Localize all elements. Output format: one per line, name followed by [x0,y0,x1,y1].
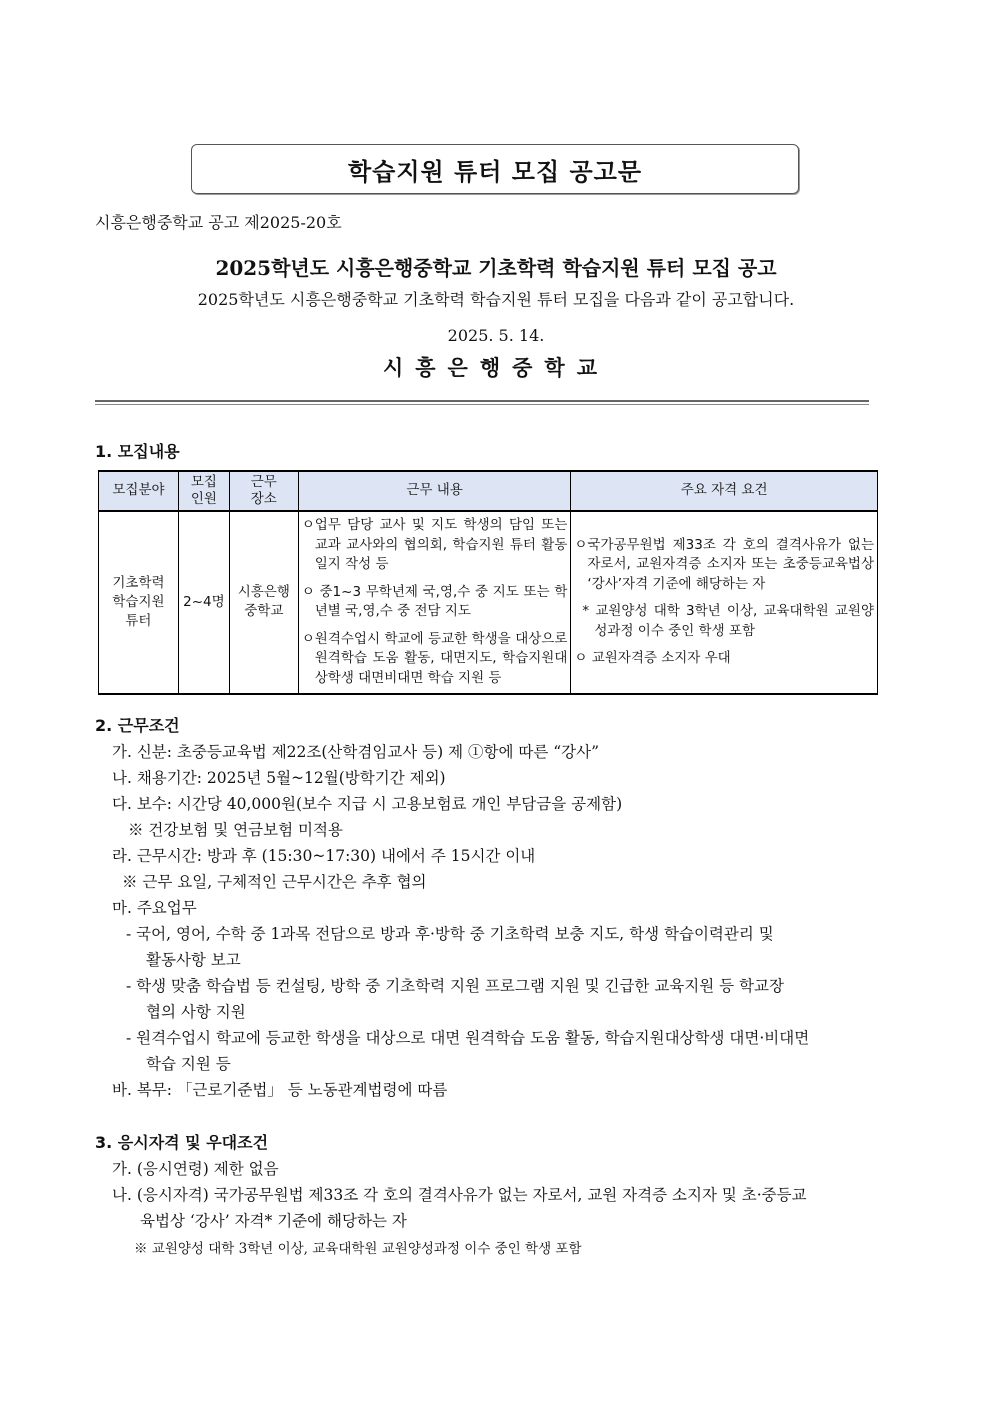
cell-field: 기초학력 학습지원 튜터 [99,511,179,694]
section1-heading: 1. 모집내용 [95,442,180,461]
main-heading: 2025학년도 시흥은행중학교 기초학력 학습지원 튜터 모집 공고 [215,256,777,280]
school-name: 시흥은행중학교 [382,355,609,380]
condition-period: 나. 채용기간: 2025년 5월~12월(방학기간 제외) [112,769,446,787]
duty-item-cont: 협의 사항 지원 [146,1003,246,1021]
divider-line-thin [95,404,869,405]
eligibility-qualification: 나. (응시자격) 국가공무원법 제33조 각 호의 결격사유가 없는 자로서, 교원 자격증 소지자 및 초·중등교 [112,1186,807,1204]
duty-item: - 원격수업시 학교에 등교한 학생을 대상으로 대면 원격학습 도움 활동, 학습지원대상학생 대면·비대면 [126,1029,810,1047]
condition-hours: 라. 근무시간: 방과 후 (15:30~17:30) 내에서 주 15시간 이내 [112,847,536,865]
section2-heading: 2. 근무조건 [95,716,180,735]
work-item: ㅇ업무 담당 교사 및 지도 학생의 담임 또는 교과 교사와의 협의회, 학습지원 튜터 활동일지 작성 등 [301,517,568,573]
cell-place: 시흥은행 중학교 [229,511,298,694]
eligibility-qualification-cont: 육법상 ‘강사’ 자격* 기준에 해당하는 자 [140,1212,407,1230]
duty-item: - 국어, 영어, 수학 중 1과목 전담으로 방과 후·방학 중 기초학력 보충 지도, 학생 학습이력관리 및 [126,925,774,943]
qualification-item: ㅇ 교원자격증 소지자 우대 [574,650,731,667]
condition-hours-note: ※ 근무 요일, 구체적인 근무시간은 추후 협의 [122,873,427,891]
condition-status: 가. 신분: 초중등교육법 제22조(산학겸임교사 등) 제 ①항에 따른 “강사” [112,743,600,761]
duty-item: - 학생 맞춤 학습법 등 컨설팅, 방학 중 기초학력 지원 프로그램 지원 및 긴급한 교육지원 등 학교장 [126,977,784,995]
header-field: 모집분야 [99,471,179,511]
qualification-item: ㅇ국가공무원법 제33조 각 호의 결격사유가 없는 자로서, 교원자격증 소지자 또는 초중등교육법상 ‘강사’자격 기준에 해당하는 자 [574,536,874,592]
condition-service: 바. 복무: 「근로기준법」 등 노동관계법령에 따름 [112,1081,448,1099]
announcement-number: 시흥은행중학교 공고 제2025-20호 [95,213,342,232]
header-count: 모집 인원 [178,471,229,511]
cell-count: 2~4명 [178,511,229,694]
divider-line [95,400,869,402]
work-item: ㅇ 중1~3 무학년제 국,영,수 중 지도 또는 학년별 국,영,수 중 전담 지도 [301,583,568,620]
condition-duties: 마. 주요업무 [112,899,197,917]
work-item: ㅇ원격수업시 학교에 등교한 학생을 대상으로 원격학습 도움 활동, 대면지도, 학습지원대상학생 대면비대면 학습 지원 등 [301,630,568,686]
table-row [99,511,878,694]
condition-pay: 다. 보수: 시간당 40,000원(보수 지급 시 고용보험료 개인 부담금을 공제함) [112,795,623,813]
section3-heading: 3. 응시자격 및 우대조건 [95,1133,269,1152]
condition-pay-note: ※ 건강보험 및 연금보험 미적용 [128,821,343,839]
document-title: 학습지원 튜터 모집 공고문 [191,144,799,194]
announcement-date: 2025. 5. 14. [447,326,545,345]
header-qualifications: 주요 자격 요건 [571,471,878,511]
duty-item-cont: 학습 지원 등 [146,1055,231,1073]
cell-work [298,511,571,694]
cell-qualifications [571,511,878,694]
qualification-note: * 교원양성 대학 3학년 이상, 교육대학원 교원양성과정 이수 중인 학생 포함 [582,603,874,639]
eligibility-note: ※ 교원양성 대학 3학년 이상, 교육대학원 교원양성과정 이수 중인 학생 포함 [134,1241,582,1257]
duty-item-cont: 활동사항 보고 [146,951,241,969]
recruitment-table [98,470,878,695]
sub-heading: 2025학년도 시흥은행중학교 기초학력 학습지원 튜터 모집을 다음과 같이 공고합니다. [197,290,795,309]
header-place: 근무 장소 [229,471,298,511]
eligibility-age: 가. (응시연령) 제한 없음 [112,1160,279,1178]
header-work: 근무 내용 [298,471,571,511]
